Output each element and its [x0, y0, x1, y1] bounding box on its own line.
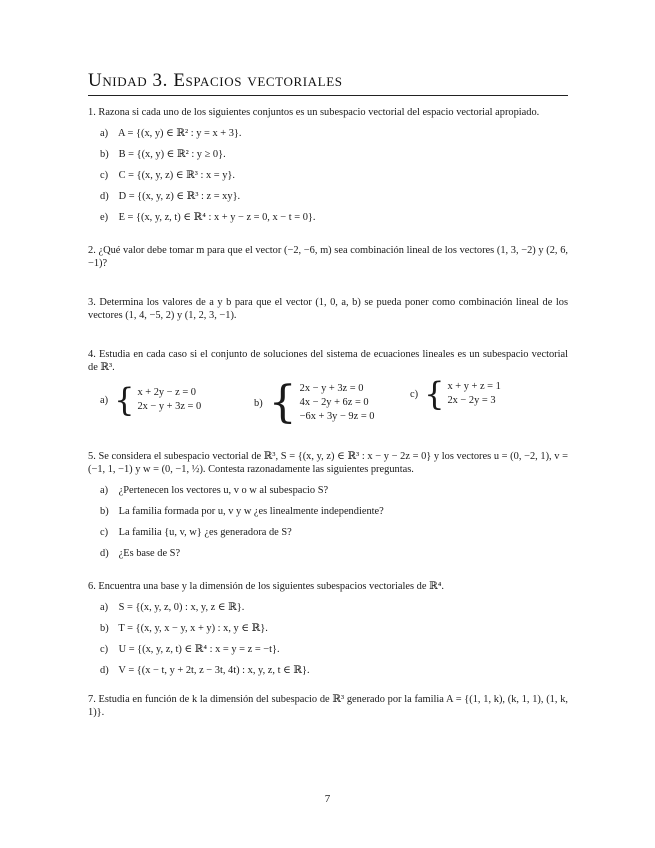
item-label: e)	[100, 212, 109, 223]
equation: −6x + 3y − 9z = 0	[299, 411, 375, 422]
list-item	[100, 148, 568, 161]
equation: 2x − 2y = 3	[447, 395, 496, 406]
equation-systems	[88, 375, 568, 430]
item-text: ¿Es base de S?	[118, 548, 181, 559]
item-text: D = {(x, y, z) ∈ ℝ³ : z = xy}.	[118, 191, 241, 202]
item-label: a)	[100, 602, 109, 613]
item-label: c)	[100, 644, 109, 655]
list-item	[100, 664, 568, 677]
exercise-6-items	[88, 601, 568, 677]
item-text: S = {(x, y, z, 0) : x, y, z ∈ ℝ}.	[118, 602, 245, 613]
system-c	[410, 375, 501, 413]
system-label: a)	[100, 394, 109, 406]
item-text: U = {(x, y, z, t) ∈ ℝ⁴ : x = y = z = −t}.	[118, 644, 280, 655]
title-rule	[88, 95, 568, 96]
system-b	[254, 377, 375, 428]
page-number: 7	[324, 793, 331, 805]
exercise-6	[88, 580, 568, 677]
exercise-list	[88, 106, 568, 719]
exercise-5	[88, 450, 568, 560]
exercise-3	[88, 296, 568, 322]
list-item	[100, 190, 568, 203]
list-item	[100, 601, 568, 614]
system-equations	[447, 380, 500, 408]
system-equations	[300, 382, 375, 424]
left-brace-icon: {	[268, 377, 297, 428]
left-brace-icon: {	[114, 381, 135, 419]
equation: 4x − 2y + 6z = 0	[299, 397, 369, 408]
item-text: B = {(x, y) ∈ ℝ² : y ≥ 0}.	[118, 149, 226, 160]
item-text: La familia formada por u, v y w ¿es linealmente independiente?	[118, 506, 384, 517]
list-item	[100, 484, 568, 497]
equation: 2x − y + 3z = 0	[299, 383, 364, 394]
exercise-1	[88, 106, 568, 224]
item-label: d)	[100, 548, 109, 559]
item-label: b)	[100, 506, 109, 517]
item-label: d)	[100, 191, 109, 202]
item-text: C = {(x, y, z) ∈ ℝ³ : x = y}.	[118, 170, 235, 181]
list-item	[100, 169, 568, 182]
list-item	[100, 643, 568, 656]
item-label: d)	[100, 665, 109, 676]
list-item	[100, 526, 568, 539]
list-item	[100, 547, 568, 560]
item-text: V = {(x − t, y + 2t, z − 3t, 4t) : x, y, z, t ∈ ℝ}.	[118, 665, 310, 676]
page-title: Unidad 3. Espacios vectoriales	[88, 70, 343, 91]
item-label: a)	[100, 128, 109, 139]
item-label: c)	[100, 527, 109, 538]
item-text: A = {(x, y) ∈ ℝ² : y = x + 3}.	[118, 128, 242, 139]
exercise-3-statement: 3. Determina los valores de a y b para que el vector (1, 0, a, b) se pueda poner como combinación lineal de los vectores (1, 4, −5, 2) y (1, 2, 3, −1).	[88, 297, 568, 321]
left-brace-icon: {	[424, 375, 445, 413]
item-label: a)	[100, 485, 109, 496]
item-label: c)	[100, 170, 109, 181]
item-text: La familia {u, v, w} ¿es generadora de S?	[118, 527, 292, 538]
item-label: b)	[100, 623, 109, 634]
list-item	[100, 127, 568, 140]
item-text: ¿Pertenecen los vectores u, v o w al subespacio S?	[118, 485, 329, 496]
exercise-7-statement: 7. Estudia en función de k la dimensión del subespacio de ℝ³ generado por la familia A = {(1, 1, k), (k, 1, 1), (1, k, 1)}.	[88, 694, 568, 718]
item-text: T = {(x, y, x − y, x + y) : x, y ∈ ℝ}.	[118, 623, 268, 634]
exercise-4-statement: 4. Estudia en cada caso si el conjunto de soluciones del sistema de ecuaciones lineales es un subespacio vectorial de ℝ³.	[88, 349, 568, 373]
system-label: c)	[410, 388, 419, 400]
exercise-5-statement: 5. Se considera el subespacio vectorial de ℝ³, S = {(x, y, z) ∈ ℝ³ : x − y − 2z = 0} y los vectores u = (0, −2, 1), v = (−1, 1, −1) y w = (0, −1, ½). Contesta razonadamente las siguientes preguntas.	[88, 451, 568, 475]
list-item	[100, 622, 568, 635]
system-label: b)	[254, 397, 263, 409]
list-item	[100, 211, 568, 224]
system-equations	[137, 386, 201, 414]
exercise-4	[88, 348, 568, 430]
exercise-1-items	[88, 127, 568, 224]
exercise-2	[88, 244, 568, 270]
item-label: b)	[100, 149, 109, 160]
list-item	[100, 505, 568, 518]
exercise-6-statement: 6. Encuentra una base y la dimensión de los siguientes subespacios vectoriales de ℝ⁴.	[88, 581, 444, 592]
equation: x + y + z = 1	[447, 381, 501, 392]
equation: 2x − y + 3z = 0	[137, 401, 202, 412]
exercise-2-statement: 2. ¿Qué valor debe tomar m para que el vector (−2, −6, m) sea combinación lineal de los vectores (1, 3, −2) y (2, 6, −1)?	[88, 245, 568, 269]
equation: x + 2y − z = 0	[137, 387, 196, 398]
system-a	[100, 381, 202, 419]
exercise-1-statement: 1. Razona si cada uno de los siguientes conjuntos es un subespacio vectorial del espacio vectorial apropiado.	[88, 107, 540, 118]
exercise-5-items	[88, 484, 568, 560]
exercise-7	[88, 693, 568, 719]
item-text: E = {(x, y, z, t) ∈ ℝ⁴ : x + y − z = 0, x − t = 0}.	[118, 212, 316, 223]
